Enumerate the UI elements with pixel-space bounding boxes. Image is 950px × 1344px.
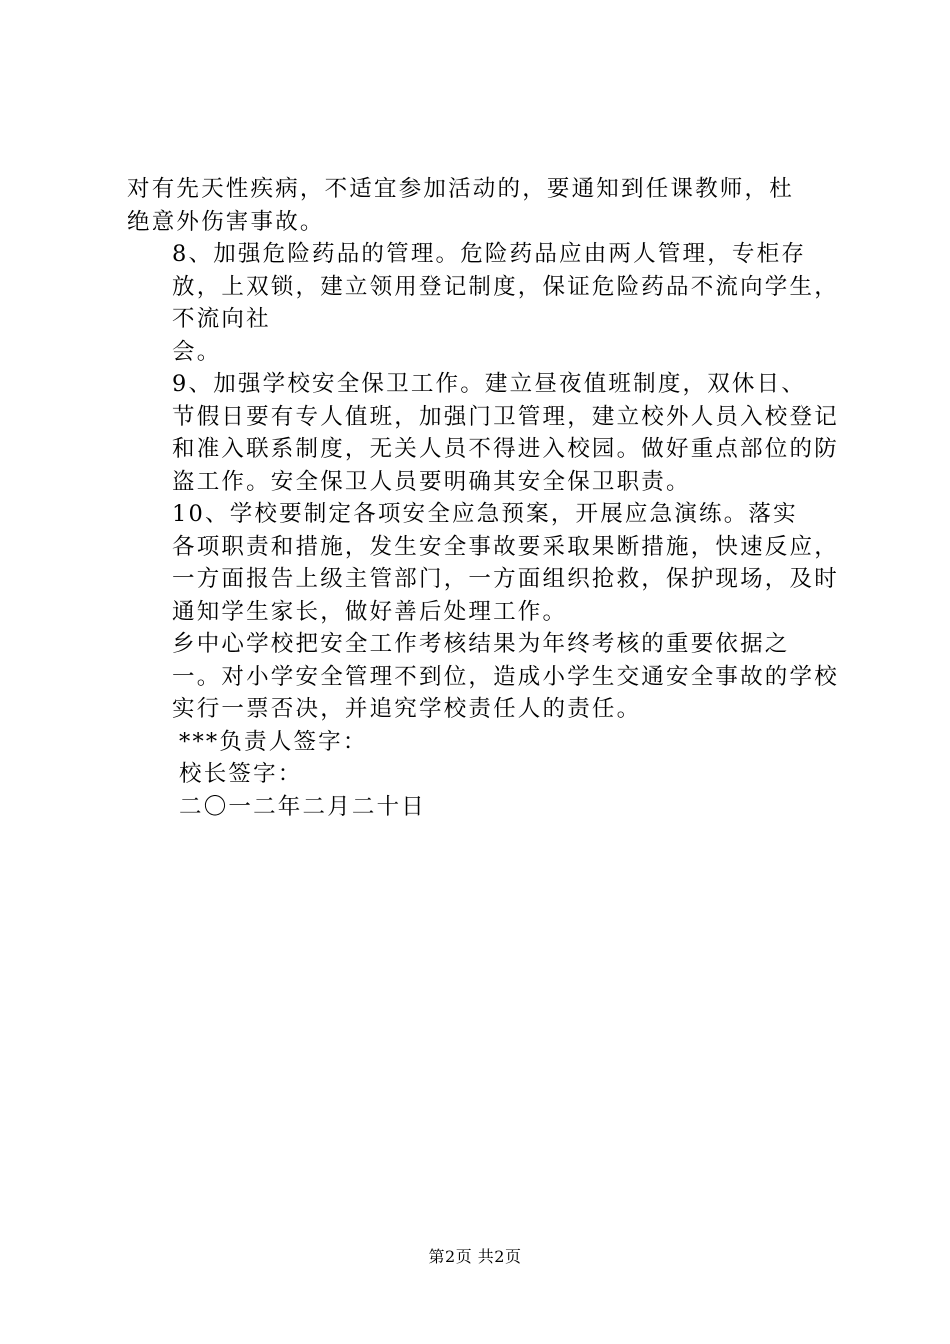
paragraph-line: 对有先天性疾病，不适宜参加活动的，要通知到任课教师，杜: [127, 176, 794, 202]
paragraph-line: 9、加强学校安全保卫工作。建立昼夜值班制度，双休日、: [172, 371, 807, 397]
paragraph-line: 10、学校要制定各项安全应急预案，开展应急演练。落实: [172, 501, 798, 527]
document-date: 二〇一二年二月二十日: [179, 793, 427, 820]
document-body: [127, 173, 839, 823]
paragraph: [127, 368, 839, 498]
paragraph: [127, 628, 839, 726]
paragraph-line: 实行一票否决，并追究学校责任人的责任。: [172, 696, 642, 722]
paragraph-line: 8、加强危险药品的管理。危险药品应由两人管理，专柜存: [172, 241, 807, 267]
paragraph-line: 一。对小学安全管理不到位，造成小学生交通安全事故的学校: [172, 663, 839, 690]
paragraph-line: 会。: [172, 338, 222, 365]
paragraph: [127, 336, 833, 369]
paragraph-line: 盗工作。安全保卫人员要明确其安全保卫职责。: [172, 468, 691, 495]
paragraph-line: 通知学生家长，做好善后处理工作。: [172, 598, 568, 625]
principal-signature: 校长签字：: [179, 761, 303, 787]
paragraph-line: 一方面报告上级主管部门，一方面组织抢救，保护现场，及时: [172, 566, 839, 592]
paragraph-line: 和准入联系制度，无关人员不得进入校园。做好重点部位的防: [172, 436, 839, 462]
paragraph: [127, 498, 839, 628]
paragraph-line: 绝意外伤害事故。: [127, 208, 325, 235]
responsible-person-signature: ***负责人签字：: [179, 728, 368, 755]
paragraph-line: 各项职责和措施，发生安全事故要采取果断措施，快速反应，: [172, 533, 839, 560]
paragraph-line: 放，上双锁，建立领用登记制度，保证危险药品不流向学生，: [172, 273, 839, 300]
paragraph: [127, 173, 833, 238]
paragraph-list: [127, 173, 839, 726]
paragraph-line: 节假日要有专人值班，加强门卫管理，建立校外人员入校登记: [172, 403, 839, 430]
paragraph-line: 乡中心学校把安全工作考核结果为年终考核的重要依据之: [172, 631, 790, 657]
paragraph: [127, 238, 839, 336]
page-footer: 第2页 共2页: [428, 1247, 522, 1266]
paragraph-line: 不流向社: [172, 306, 271, 332]
